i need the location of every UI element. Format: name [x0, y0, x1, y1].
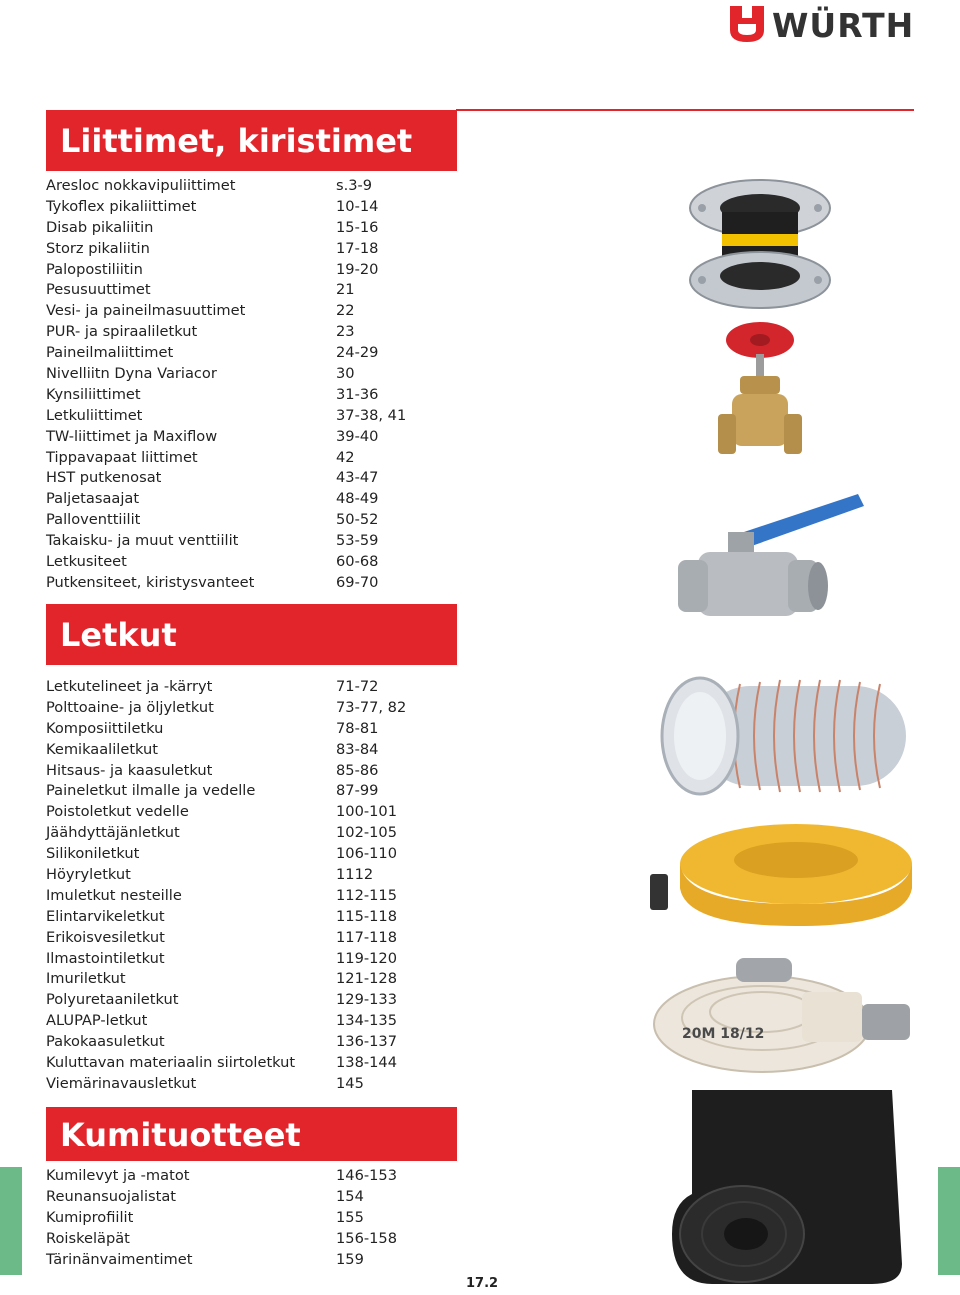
list-item[interactable]: Letkutelineet ja -kärryt 71-72: [46, 678, 379, 695]
list-item[interactable]: Aresloc nokkavipuliittimet s.3-9: [46, 177, 373, 194]
list-item[interactable]: Reunansuojalistat 154: [46, 1187, 364, 1205]
list-item[interactable]: Komposiittiletku 78-81: [46, 719, 379, 737]
list-item[interactable]: Kumiprofiilit 155: [46, 1208, 364, 1226]
side-tab-right: [938, 1167, 960, 1275]
list-item[interactable]: Putkensiteet, kiristysvanteet 69-70: [46, 573, 379, 591]
list-item[interactable]: Paljetasaajat 48-49: [46, 490, 379, 508]
section-heading-liittimet: Liittimet, kiristimet: [46, 110, 457, 171]
list-item[interactable]: Jäähdyttäjänletkut 102-105: [46, 824, 397, 842]
section-heading-letkut: Letkut: [46, 604, 457, 665]
wurth-logo: [728, 4, 918, 48]
list-item[interactable]: PUR- ja spiraaliletkut 23: [46, 323, 355, 341]
fire-hose-image: [652, 952, 914, 1080]
section-list-letkut: [46, 677, 446, 1095]
list-item[interactable]: ALUPAP-letkut 134-135: [46, 1012, 397, 1030]
list-item[interactable]: Silikoniletkut 106-110: [46, 845, 397, 863]
rubber-sheet-roll-image: [652, 1084, 914, 1288]
yellow-flat-hose-image: [646, 818, 914, 930]
list-item[interactable]: Palloventtiilit 50-52: [46, 511, 379, 529]
list-item[interactable]: Disab pikaliitin 15-16: [46, 218, 379, 236]
section-heading-kumituotteet: Kumituotteet: [46, 1107, 457, 1161]
list-item[interactable]: Paineletkut ilmalle ja vedelle 87-99: [46, 782, 379, 800]
section-list-liittimet: [46, 176, 446, 594]
list-item[interactable]: TW-liittimet ja Maxiflow 39-40: [46, 427, 379, 445]
page-number: 17.2: [466, 1276, 499, 1291]
wurth-logo-mark-icon: [728, 4, 766, 44]
list-item[interactable]: Tykoflex pikaliittimet 10-14: [46, 197, 379, 215]
list-item[interactable]: Pakokaasuletkut 136-137: [46, 1033, 397, 1051]
list-item[interactable]: Letkusiteet 60-68: [46, 553, 379, 571]
header-rule: [456, 109, 914, 111]
list-item[interactable]: Ilmastointiletkut 119-120: [46, 949, 397, 967]
list-item[interactable]: Palopostiliitin 19-20: [46, 260, 379, 278]
list-item[interactable]: Pesusuuttimet 21: [46, 281, 355, 299]
gate-valve-image: [712, 318, 808, 468]
list-item[interactable]: Nivelliitn Dyna Variacor 30: [46, 365, 355, 383]
list-item[interactable]: Takaisku- ja muut venttiilit 53-59: [46, 532, 379, 550]
spiral-hose-image: [660, 666, 916, 808]
list-item[interactable]: Poistoletkut vedelle 100-101: [46, 803, 397, 821]
list-item[interactable]: Kynsiliittimet 31-36: [46, 385, 379, 403]
list-item[interactable]: Hitsaus- ja kaasuletkut 85-86: [46, 761, 379, 779]
list-item[interactable]: Polyuretaaniletkut 129-133: [46, 991, 397, 1009]
list-item[interactable]: Höyryletkut 1112: [46, 866, 374, 884]
list-item[interactable]: Polttoaine- ja öljyletkut 73-77, 82: [46, 698, 407, 716]
list-item[interactable]: Kumilevyt ja -matot 146-153: [46, 1167, 397, 1184]
expansion-joint-image: [688, 178, 832, 314]
list-item[interactable]: Kemikaaliletkut 83-84: [46, 740, 379, 758]
ball-valve-image: [668, 484, 870, 640]
list-item[interactable]: Letkuliittimet 37-38, 41: [46, 406, 407, 424]
list-item[interactable]: Kuluttavan materiaalin siirtoletkut 138-144: [46, 1054, 397, 1072]
list-item[interactable]: Roiskeläpät 156-158: [46, 1229, 397, 1247]
list-item[interactable]: Imuletkut nesteille 112-115: [46, 886, 397, 904]
brand-name: WÜRTH: [772, 6, 915, 45]
side-tab-left: [0, 1167, 22, 1275]
list-item[interactable]: Viemärinavausletkut 145: [46, 1074, 364, 1092]
section-list-kumituotteet: [46, 1166, 446, 1270]
list-item[interactable]: Imuriletkut 121-128: [46, 970, 397, 988]
list-item[interactable]: Erikoisvesiletkut 117-118: [46, 928, 397, 946]
list-item[interactable]: HST putkenosat 43-47: [46, 469, 379, 487]
list-item[interactable]: Tippavapaat liittimet 42: [46, 448, 355, 466]
hose-label: 20M 18/12: [682, 1026, 765, 1042]
list-item[interactable]: Elintarvikeletkut 115-118: [46, 907, 397, 925]
list-item[interactable]: Storz pikaliitin 17-18: [46, 239, 379, 257]
list-item[interactable]: Vesi- ja paineilmasuuttimet 22: [46, 302, 355, 320]
list-item[interactable]: Tärinänvaimentimet 159: [46, 1250, 364, 1268]
list-item[interactable]: Paineilmaliittimet 24-29: [46, 344, 379, 362]
